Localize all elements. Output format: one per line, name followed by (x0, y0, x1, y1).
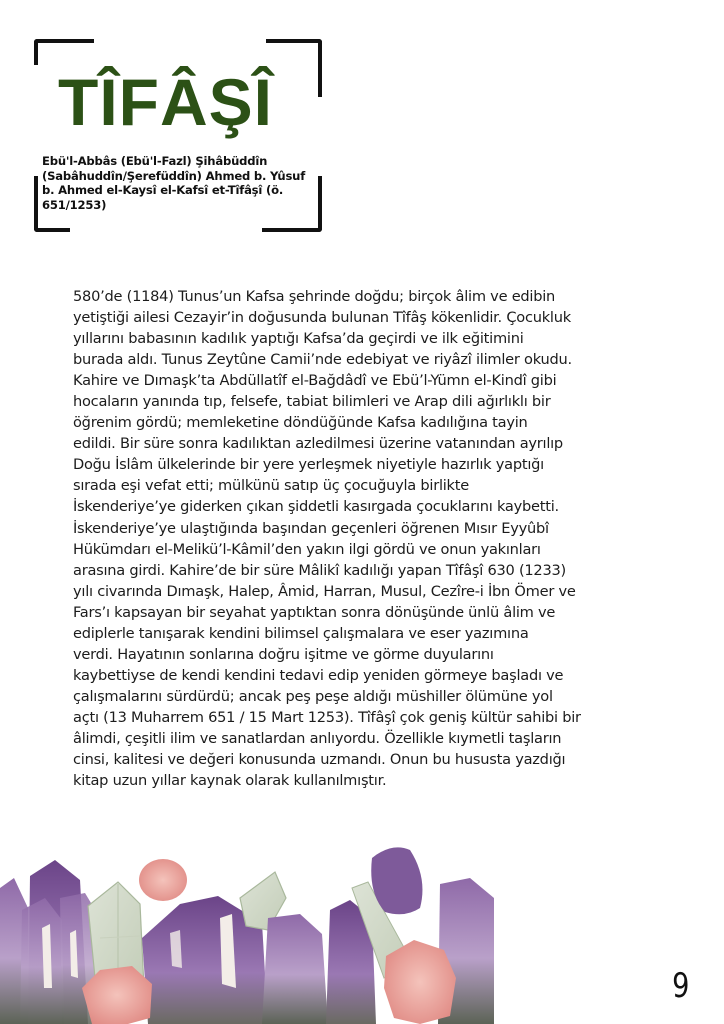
text-line: kaybettiyse de kendi kendini tedavi edip yeniden görmeye başladı ve (73, 666, 564, 684)
text-line: açtı (13 Muharrem 651 / 15 Mart 1253). Tîfâşî çok geniş kültür sahibi bir (73, 708, 581, 726)
text-line: sırada eşi vefat etti; mülkünü satıp üç çocuğuyla birlikte (73, 477, 469, 495)
text-line: İskenderiye’ye giderken çıkan şiddetli kasırgada çocuklarını kaybetti. (73, 498, 559, 516)
text-line: çalışmalarını sürdürdü; ancak peş peşe aldığı müshiller ölümüne yol (73, 687, 553, 705)
amethyst-right-cluster (262, 847, 494, 1024)
text-line: öğrenim gördü; memleketine döndüğünde Kafsa kadılığına tayin (73, 414, 528, 432)
crystals-illustration-icon (0, 838, 495, 1024)
text-line: Doğu İslâm ülkelerinde bir yere yerleşmek niyetiyle hazırlık yaptığı (73, 456, 544, 474)
text-line: Fars’ı kapsayan bir seyahat yaptıktan sonra dönüşünde ünlü âlim ve (73, 603, 556, 621)
text-line: kitap uzun yıllar kaynak olarak kullanılmıştır. (73, 772, 387, 790)
page-number: 9 (672, 966, 690, 1006)
text-line: Kahire ve Dımaşk’ta Abdüllatîf el-Bağdâdî ve Ebü’l-Yümn el-Kindî gibi (73, 372, 557, 390)
text-line: cinsi, kalitesi ve değeri konusunda uzmandı. Onun bu hususta yazdığı (73, 751, 566, 769)
text-line: âlimdi, çeşitli ilim ve sanatlardan anlıyordu. Özellikle kıymetli taşların (73, 729, 562, 747)
biography-text (73, 286, 673, 791)
text-line: hocaların yanında tıp, felsefe, tabiat bilimleri ve Arap dili ağırlıklı bir (73, 393, 551, 411)
text-line: arasına girdi. Kahire’de bir süre Mâlikî kadılığı yapan Tîfâşî 630 (1233) (73, 561, 566, 579)
text-line: edildi. Bir süre sonra kadılıktan azledilmesi üzerine vatanından ayrılıp (73, 435, 563, 453)
text-line: burada aldı. Tunus Zeytûne Camii’nde edebiyat ve riyâzî ilimler okudu. (73, 351, 572, 369)
text-line: yetiştiği ailesi Cezayir’in doğusunda bulunan Tîfâş kökenlidir. Çocukluk (73, 309, 571, 327)
text-line: İskenderiye’ye ulaştığında başından geçenleri öğrenen Mısır Eyyûbî (73, 519, 549, 537)
text-line: Hükümdarı el-Melikü’l-Kâmil’den yakın ilgi gördü ve onun yakınları (73, 540, 541, 558)
text-line: yıllarını babasının kadılık yaptığı Kafsa’da geçirdi ve ilk eğitimini (73, 330, 524, 348)
page-title: TÎFÂŞÎ (58, 65, 273, 139)
text-line: ediplerle tanışarak kendini bilimsel çalışmalara ve eser yazımına (73, 624, 529, 642)
text-line: yılı civarında Dımaşk, Halep, Âmid, Harran, Musul, Cezîre-i İbn Ömer ve (73, 582, 576, 600)
full-name-subtitle: Ebü'l-Abbâs (Ebü'l-Fazl) Şihâbüddîn (Sabâhuddîn/Şerefüddîn) Ahmed b. Yûsuf b. Ahmed el-Kaysî el-Kafsî et-Tîfâşî (ö. 651/1253) (42, 154, 306, 212)
text-line: verdi. Hayatının sonlarına doğru işitme ve görme duyularını (73, 645, 494, 663)
frame-corner-top-right (266, 39, 322, 97)
amethyst-left-cluster (0, 860, 100, 1024)
rose-quartz-top (139, 859, 187, 901)
text-line: 580’de (1184) Tunus’un Kafsa şehrinde doğdu; birçok âlim ve edibin (73, 288, 556, 305)
